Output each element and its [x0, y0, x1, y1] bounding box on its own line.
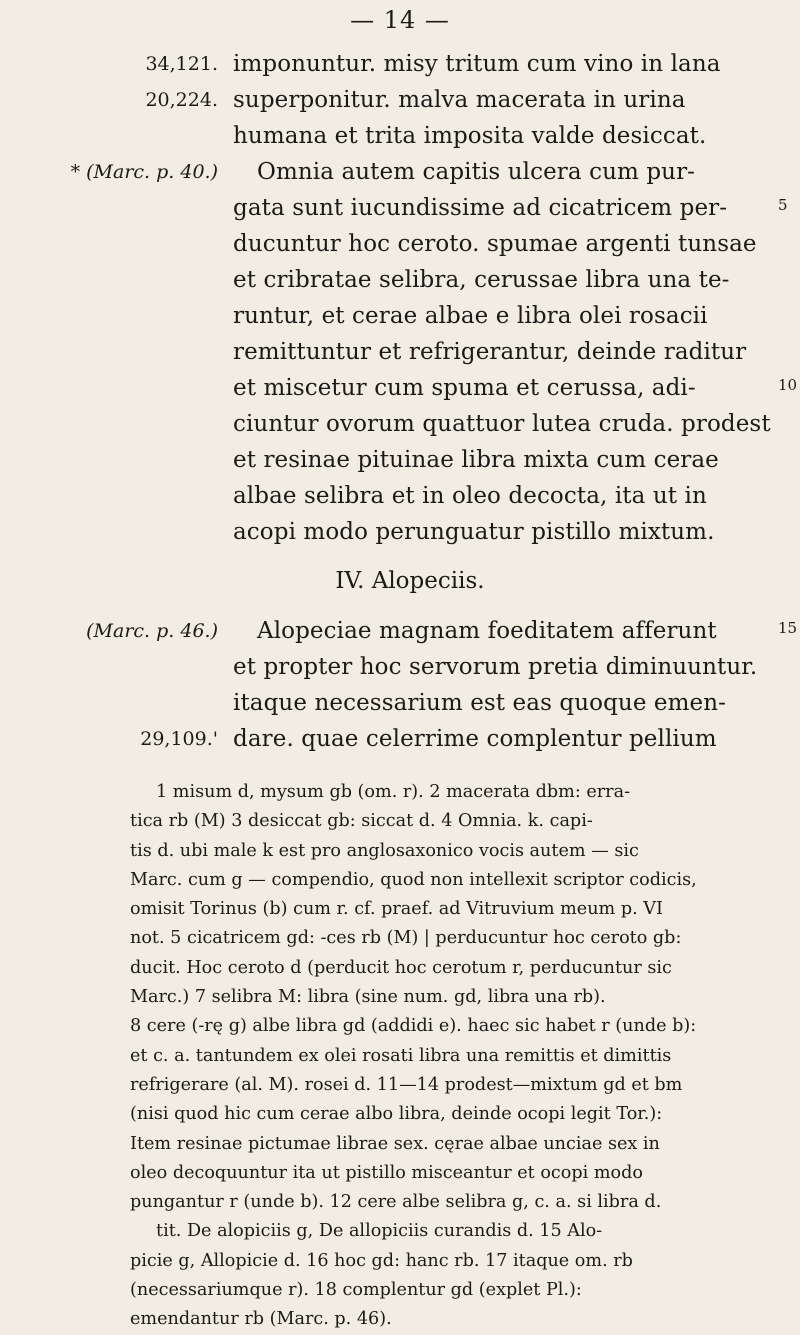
apparatus-line: (necessariumque r). 18 complentur gd (explet Pl.): — [130, 1280, 582, 1301]
main-text: imponuntur. misy tritum cum vino in lana — [233, 51, 721, 77]
apparatus-line: et c. a. tantundem ex olei rosati libra una remittis et dimittis — [130, 1045, 672, 1066]
main-text: ciuntur ovorum quattuor lutea cruda. prodest — [233, 411, 771, 437]
main-text: Omnia autem capitis ulcera cum pur- — [257, 159, 696, 185]
main-text: albae selibra et in oleo decocta, ita ut in — [233, 483, 707, 509]
text-line — [0, 190, 800, 226]
apparatus-line: Item resinae pictumae librae sex. cęrae albae unciae sex in — [130, 1133, 660, 1154]
main-text: acopi modo perunguatur pistillo mixtum. — [233, 519, 715, 545]
main-text: et miscetur cum spuma et cerussa, adi- — [233, 375, 696, 401]
text-line — [0, 370, 800, 406]
text-line — [0, 613, 800, 649]
apparatus-line: omisit Torinus (b) cum r. cf. praef. ad Vitruvium meum p. VI — [130, 899, 663, 920]
apparatus-line: refrigerare (al. M). rosei d. 11—14 prodest—mixtum gd et bm — [130, 1074, 683, 1095]
margin-reference-text: (Marc. p. 46.) — [86, 620, 218, 642]
apparatus-line: tica rb (M) 3 desiccat gb: siccat d. 4 Omnia. k. capi- — [130, 811, 593, 832]
text-line — [0, 154, 800, 190]
main-text: et propter hoc servorum pretia diminuuntur. — [233, 654, 758, 680]
apparatus-line: Marc.) 7 selibra M: libra (sine num. gd, libra una rb). — [130, 987, 606, 1008]
margin-reference: 34,121. — [145, 53, 218, 75]
apparatus-line: tis d. ubi male k est pro anglosaxonico vocis autem — sic — [130, 840, 639, 861]
line-number: 5 — [778, 196, 788, 214]
apparatus-line: ducit. Hoc ceroto d (perducit hoc cerotum r, perducuntur sic — [130, 957, 672, 978]
main-text: itaque necessarium est eas quoque emen- — [233, 690, 727, 716]
text-line — [0, 334, 800, 370]
section-title: IV. Alopeciis. — [335, 568, 485, 594]
main-text: ducuntur hoc ceroto. spumae argenti tunsae — [233, 231, 757, 257]
text-line — [0, 226, 800, 262]
apparatus-line: (nisi quod hic cum cerae albo libra, deinde ocopi legit Tor.): — [130, 1104, 663, 1125]
apparatus-line: 1 misum d, mysum gb (om. r). 2 macerata dbm: erra- — [156, 782, 631, 802]
main-text: dare. quae celerrime complentur pellium — [233, 726, 717, 752]
text-line — [0, 442, 800, 478]
critical-apparatus — [130, 778, 766, 1335]
main-text: et resinae pituinae libra mixta cum cerae — [233, 447, 719, 473]
line-number: 10 — [778, 376, 798, 394]
text-line — [0, 46, 800, 82]
text-line — [0, 514, 800, 550]
text-line — [0, 118, 800, 154]
apparatus-line: tit. De alopiciis g, De allopiciis curandis d. 15 Alo- — [156, 1221, 603, 1242]
main-text: gata sunt iucundissime ad cicatricem per- — [233, 195, 728, 221]
main-text: et cribratae selibra, cerussae libra una te- — [233, 267, 730, 293]
page-header: — 14 — — [350, 6, 450, 34]
text-line — [0, 649, 800, 685]
apparatus-line: 8 cere (-rę g) albe libra gd (addidi e). haec sic habet r (unde b): — [130, 1016, 697, 1037]
margin-reference: 20,224. — [145, 89, 218, 111]
text-line — [0, 406, 800, 442]
text-line — [0, 721, 800, 757]
apparatus-line: emendantur rb (Marc. p. 46). — [130, 1309, 392, 1330]
text-line — [0, 262, 800, 298]
margin-reference — [86, 613, 218, 649]
apparatus-line: oleo decoquuntur ita ut pistillo misceantur et ocopi modo — [130, 1162, 643, 1183]
apparatus-line: picie g, Allopicie d. 16 hoc gd: hanc rb. 17 itaque om. rb — [130, 1250, 633, 1271]
margin-reference-text: * (Marc. p. 40.) — [70, 161, 218, 183]
apparatus-line: Marc. cum g — compendio, quod non intellexit scriptor codicis, — [130, 869, 697, 890]
main-text: superponitur. malva macerata in urina — [233, 87, 686, 113]
text-line — [0, 478, 800, 514]
apparatus-line: pungantur r (unde b). 12 cere albe selibra g, c. a. si libra d. — [130, 1192, 662, 1213]
main-text: runtur, et cerae albae e libra olei rosacii — [233, 303, 708, 329]
main-text: humana et trita imposita valde desiccat. — [233, 123, 707, 149]
margin-reference: 29,109.' — [140, 728, 218, 750]
line-number: 15 — [778, 619, 798, 637]
margin-reference — [71, 154, 218, 190]
main-text: remittuntur et refrigerantur, deinde raditur — [233, 339, 747, 365]
main-text: Alopeciae magnam foeditatem afferunt — [257, 618, 717, 644]
text-line — [0, 685, 800, 721]
text-line — [0, 298, 800, 334]
text-line — [0, 82, 800, 118]
apparatus-line: not. 5 cicatricem gd: -ces rb (M) | perducuntur hoc ceroto gb: — [130, 928, 682, 949]
